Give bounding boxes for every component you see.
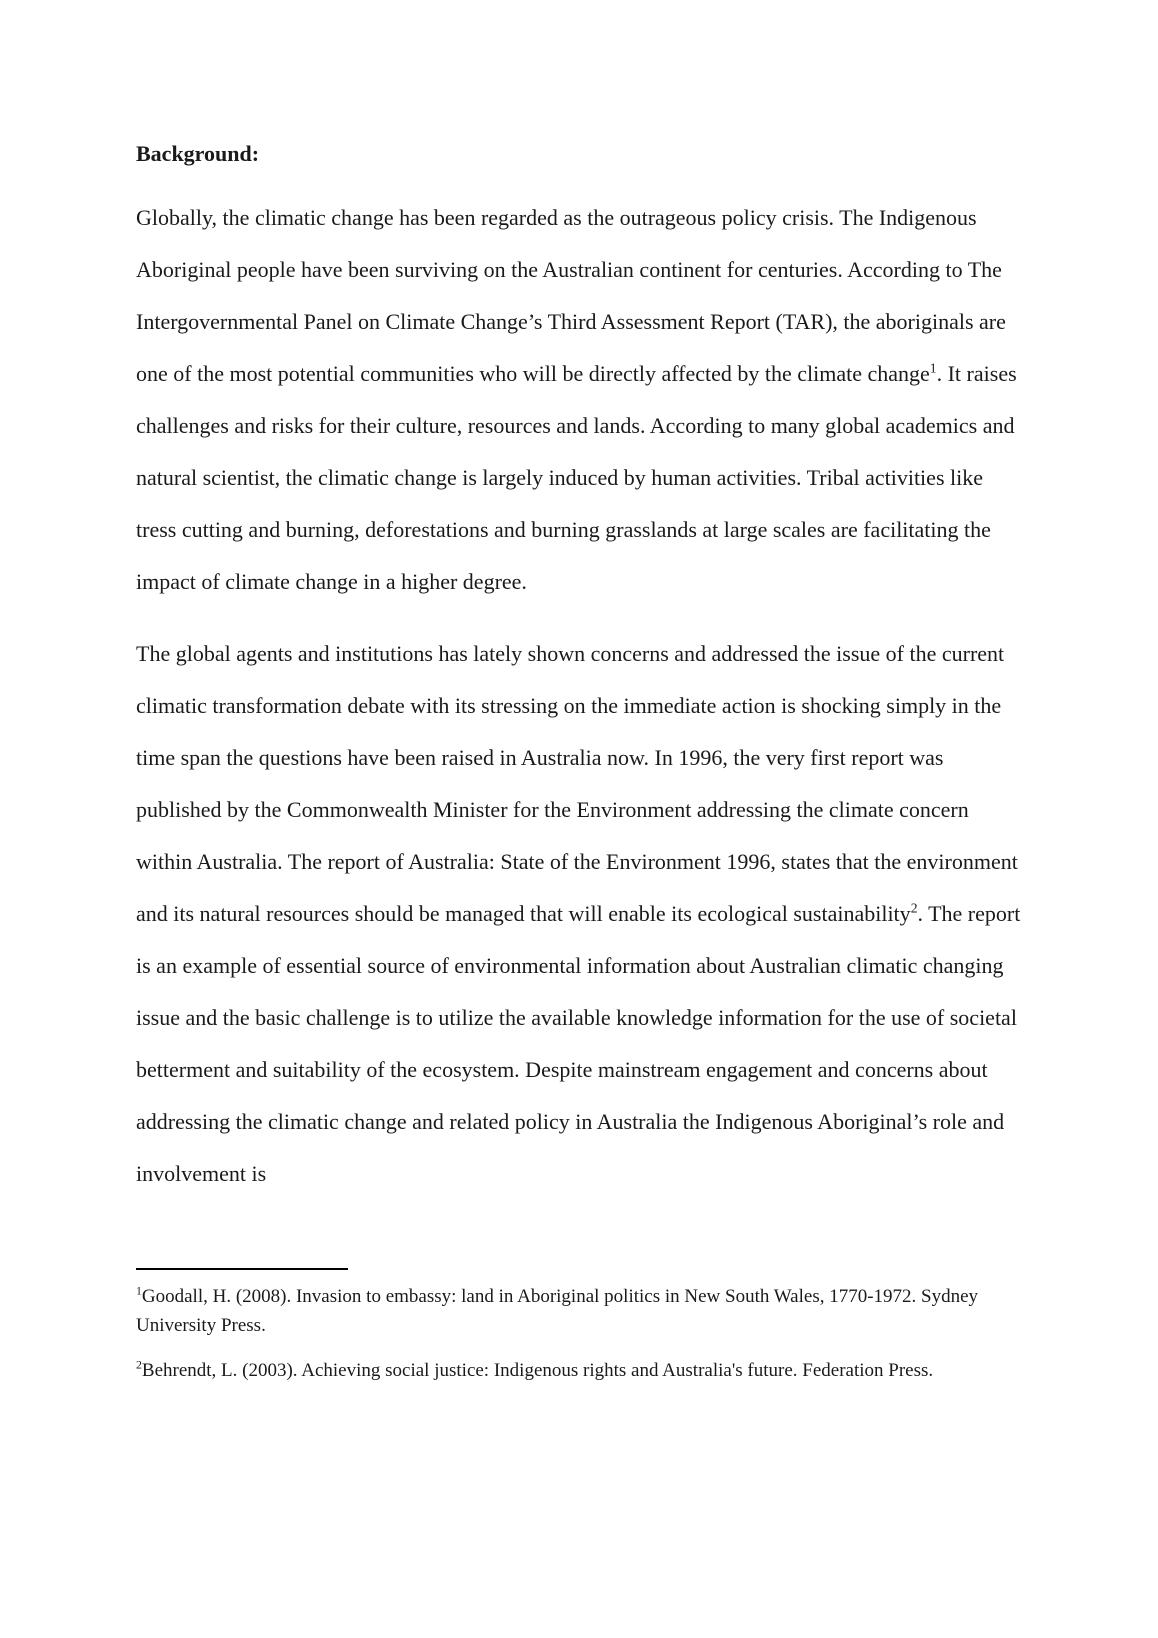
footnote-separator <box>136 1268 348 1270</box>
footnote-2-marker: 2 <box>136 1358 142 1372</box>
footnote-2 <box>136 1356 1022 1385</box>
body-paragraph-2: The global agents and institutions has lately shown concerns and addressed the issue of the current climatic transformation debate with its stressing on the immediate action is shocking simply in the time span the questions have been raised in Australia now. In 1996, the very first report was published by the Commonwealth Minister for the Environment addressing the climate concern within Australia. The report of Australia: State of the Environment 1996, states that the environment and its natural resources should be managed that will enable its ecological sustainability$^2$. The report is an example of essential source of environmental information about Australian climatic changing issue and the basic challenge is to utilize the available knowledge information for the use of societal betterment and suitability of the ecosystem. Despite mainstream engagement and concerns about addressing the climatic change and related policy in Australia the Indigenous Aboriginal’s role and involvement is <box>136 641 1021 1186</box>
footnotes-section <box>136 1268 1022 1401</box>
body-paragraph-1: Globally, the climatic change has been regarded as the outrageous policy crisis. The Indigenous Aboriginal people have been surviving on the Australian continent for centuries. According to The Intergovernmental Panel on Climate Change’s Third Assessment Report (TAR), the aboriginals are one of the most potential communities who will be directly affected by the climate change$^1$. It raises challenges and risks for their culture, resources and lands. According to many global academics and natural scientist, the climatic change is largely induced by human activities. Tribal activities like tress cutting and burning, deforestations and burning grasslands at large scales are facilitating the impact of climate change in a higher degree. <box>136 205 1017 594</box>
footnote-2-text: Behrendt, L. (2003). Achieving social justice: Indigenous rights and Australia's future. Federation Press. <box>141 1360 934 1381</box>
footnote-1 <box>136 1282 1022 1340</box>
footnote-1-marker: 1 <box>136 1284 142 1298</box>
section-heading: Background: <box>136 141 260 166</box>
footnote-1-text: Goodall, H. (2008). Invasion to embassy: land in Aboriginal politics in New South Wales, 1770-1972. Sydney University Press. <box>136 1286 979 1336</box>
